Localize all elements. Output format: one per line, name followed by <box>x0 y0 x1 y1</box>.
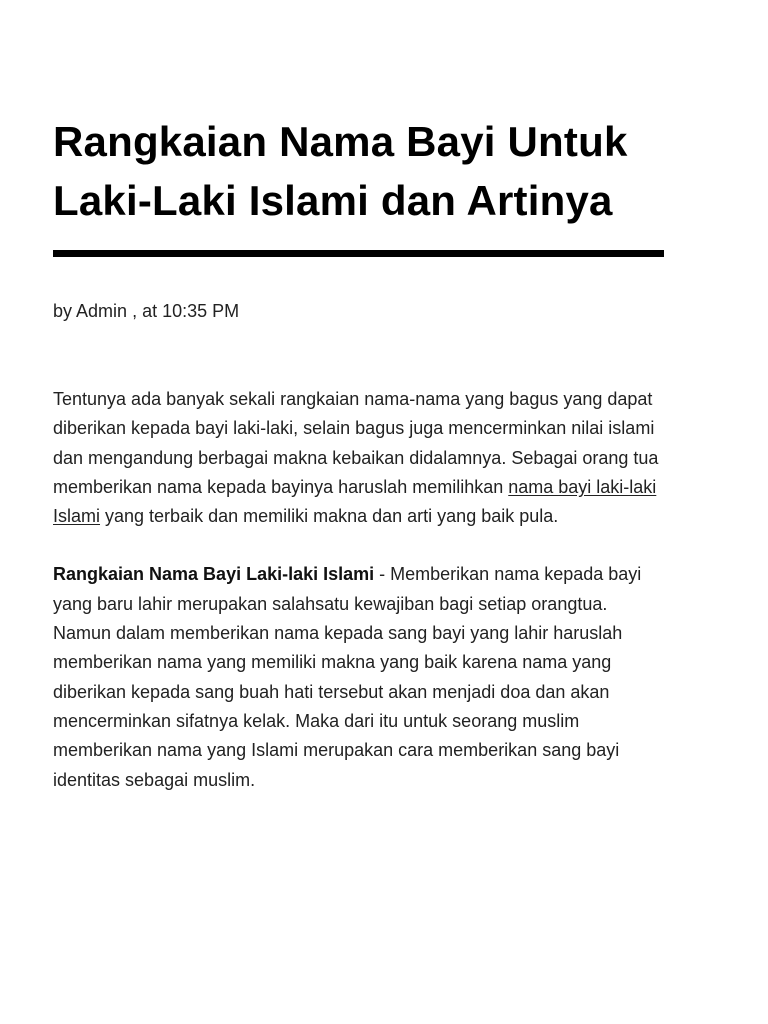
paragraph-main-lead: Rangkaian Nama Bayi Laki-laki Islami <box>53 564 375 585</box>
meta-author: Admin <box>76 301 128 321</box>
article-title: Rangkaian Nama Bayi Untuk Laki-Laki Islami dan Artinya <box>53 118 628 224</box>
paragraph-intro-tail: yang terbaik dan memiliki makna dan arti yang baik pula. <box>100 506 559 527</box>
paragraph-intro <box>53 385 665 531</box>
title-divider <box>53 250 664 257</box>
meta-by-prefix: by <box>53 301 77 321</box>
meta-time: 10:35 PM <box>162 301 240 321</box>
article <box>53 112 665 795</box>
paragraph-main <box>53 560 665 794</box>
meta-at-text: , at <box>127 301 163 321</box>
paragraph-main-text: - Memberikan nama kepada bayi yang baru lahir merupakan salahsatu kewajiban bagi setiap orangtua. Namun dalam memberikan nama kepada sang bayi yang lahir haruslah memberikan nama yang memiliki makna yang baik karena nama yang diberikan kepada sang buah hati tersebut akan menjadi doa dan akan mencerminkan sifatnya kelak. Maka dari itu untuk seorang muslim memberikan nama yang Islami merupakan cara memberikan sang bayi identitas sebagai muslim. <box>53 564 642 790</box>
article-link[interactable]: nama bayi laki-laki Islami <box>53 476 657 527</box>
paragraph-intro-text: Tentunya ada banyak sekali rangkaian nama-nama yang bagus yang dapat diberikan kepada bayi laki-laki, selain bagus juga mencerminkan nilai islami dan mengandung berbagai makna kebaikan didalamnya. Sebagai orang tua memberikan nama kepada bayinya haruslah memilihkan <box>53 389 659 497</box>
post-meta <box>53 299 665 323</box>
